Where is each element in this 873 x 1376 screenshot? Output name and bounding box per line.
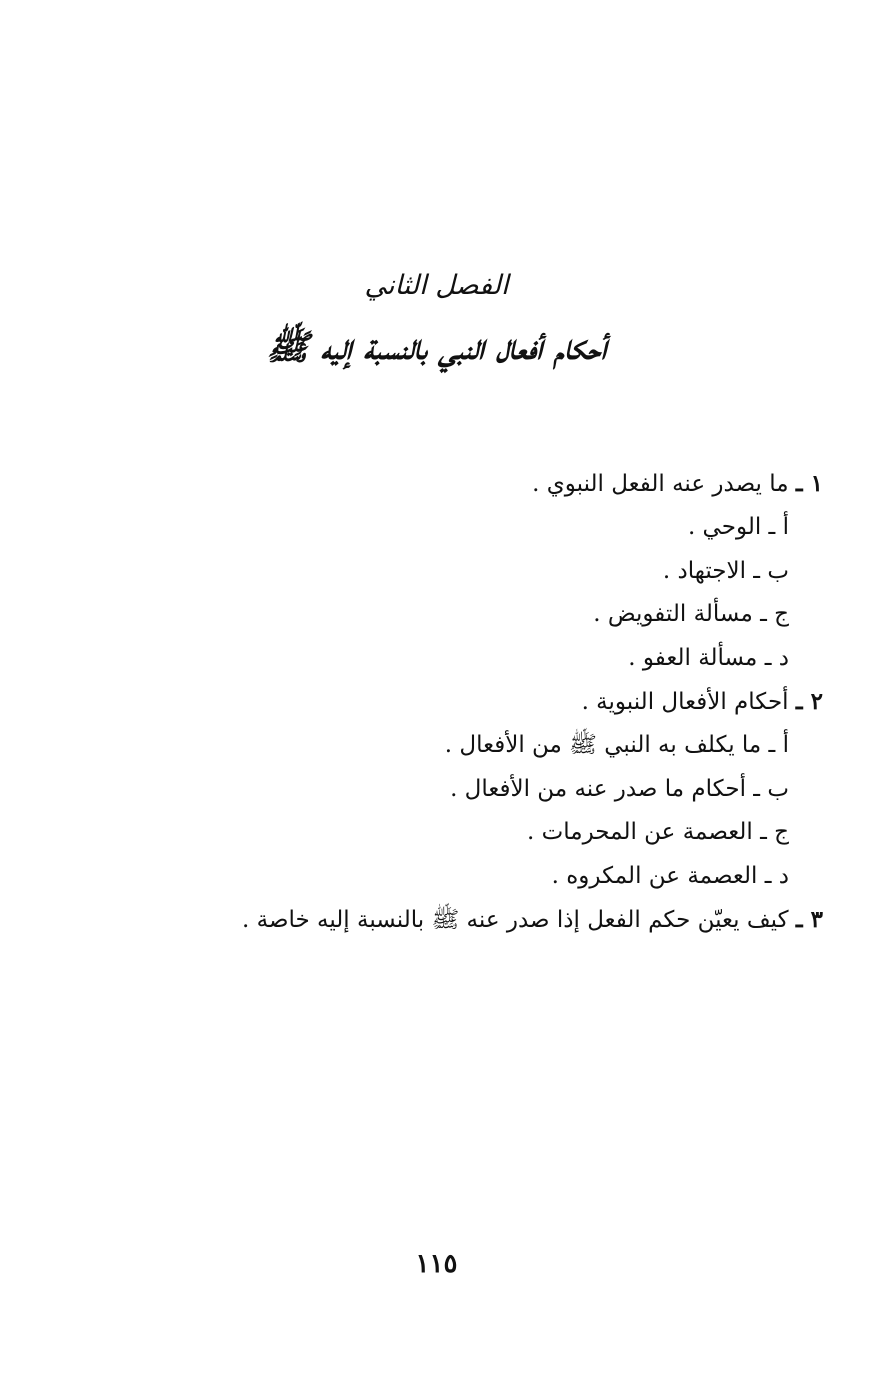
item-marker: د ـ <box>764 862 789 889</box>
item-text: الاجتهاد . <box>662 557 746 584</box>
item-marker: ج ـ <box>760 819 789 846</box>
item-marker: ب ـ <box>753 775 789 802</box>
item-text: الوحي . <box>687 514 762 541</box>
chapter-title: أحكام أفعال النبي بالنسبة إليه ﷺ <box>266 327 607 368</box>
item-text: ما يكلف به النبي ﷺ من الأفعال . <box>444 732 762 759</box>
chapter-outline <box>183 462 823 942</box>
item-text: مسألة العفو . <box>628 644 758 671</box>
item-marker: ١ ـ <box>795 470 823 497</box>
item-marker: أ ـ <box>768 514 789 541</box>
item-text: العصمة عن المحرمات . <box>527 819 753 846</box>
item-text: أحكام ما صدر عنه من الأفعال . <box>450 775 746 802</box>
outline-subitem-1d <box>183 637 823 680</box>
item-text: ما يصدر عنه الفعل النبوي . <box>532 471 789 497</box>
outline-subitem-1c <box>183 593 823 636</box>
outline-subitem-1b <box>183 550 823 593</box>
item-marker: ب ـ <box>753 557 789 584</box>
item-marker: أ ـ <box>768 732 789 759</box>
outline-subitem-2b <box>183 768 823 811</box>
item-marker: ج ـ <box>760 601 789 628</box>
item-marker: ٢ ـ <box>795 688 823 716</box>
outline-subitem-2d <box>183 855 823 898</box>
page-number: ١١٥ <box>415 1249 458 1279</box>
item-text: كيف يعيّن حكم الفعل إذا صدر عنه ﷺ بالنسبة إليه خاصة . <box>242 907 789 934</box>
item-text: العصمة عن المكروه . <box>551 862 758 889</box>
outline-item-1 <box>183 462 823 506</box>
item-text: أحكام الأفعال النبوية . <box>581 689 789 716</box>
item-marker: ٣ ـ <box>795 906 823 934</box>
outline-subitem-2c <box>183 811 823 854</box>
item-marker: د ـ <box>764 644 789 671</box>
item-text: مسألة التفويض . <box>593 601 753 628</box>
chapter-label: الفصل الثاني <box>364 270 509 301</box>
outline-item-2 <box>183 680 823 724</box>
outline-subitem-1a <box>183 506 823 549</box>
outline-item-3 <box>183 898 823 942</box>
outline-subitem-2a <box>183 724 823 767</box>
